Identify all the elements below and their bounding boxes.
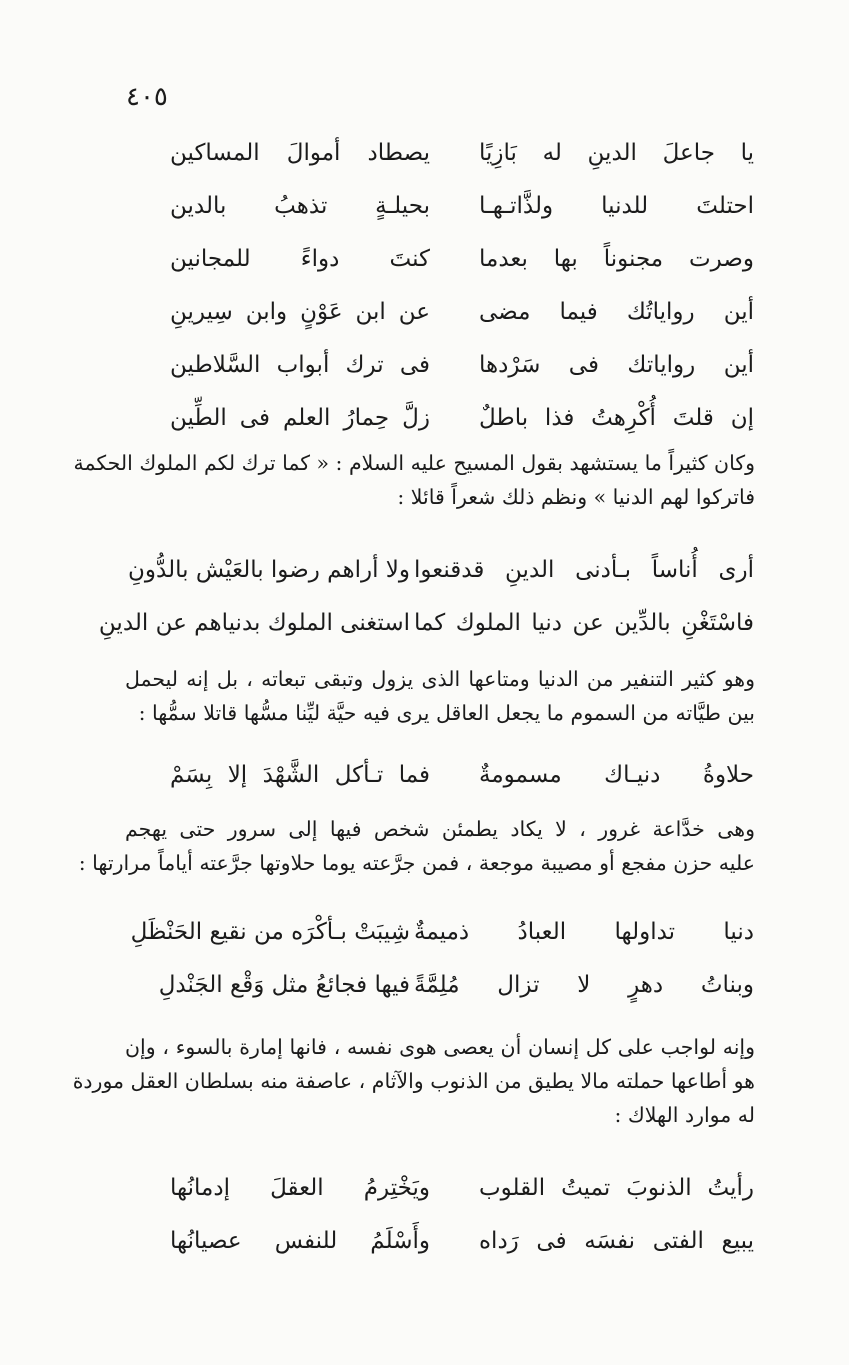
prose-paragraph-1 — [73, 446, 755, 514]
hemistich-second: وأَسْلَمُ للنفس عصيانُها — [170, 1228, 430, 1254]
verse — [0, 286, 849, 339]
hemistich-second: ولا أراهم رضوا بالعَيْش بالدُّونِ — [128, 557, 410, 583]
verse — [0, 959, 849, 1012]
hemistich-first: إن قلتَ أُكْرِهتُ فذا باطلٌ — [479, 405, 754, 431]
hemistich-second: فيها فجائعُ مثل وَقْع الجَنْدلِ — [158, 972, 410, 998]
hemistich-first: يا جاعلَ الدينِ له بَازِيًا — [479, 140, 754, 166]
hemistich-second: زلَّ حِمارُ العلم فى الطِّين — [170, 405, 430, 431]
prose-line: وهى خدَّاعة غرور ، لا يكاد يطمئن شخص فيها إلى سرور حتى يهجم — [125, 817, 755, 841]
verse — [0, 1162, 849, 1215]
hemistich-first: يبيع الفتى نفسَه فى رَداه — [479, 1228, 754, 1254]
hemistich-second: يصطاد أموالَ المساكين — [170, 140, 430, 166]
hemistich-first: دنيا تداولها العبادُ ذميمةٌ — [414, 919, 754, 945]
hemistich-first: احتلتَ للدنيا ولذَّاتـهـا — [479, 193, 754, 219]
hemistich-second: بحيلـةٍ تذهبُ بالدين — [170, 193, 430, 219]
prose-line: وإنه لواجب على كل إنسان أن يعصى هوى نفسه ، فانها إمارة بالسوء ، وإن — [125, 1035, 755, 1059]
hemistich-second: فى ترك أبواب السَّلاطين — [170, 352, 430, 378]
hemistich-second: ويَخْتِرمُ العقلَ إدمانُها — [170, 1175, 430, 1201]
poem-1 — [0, 127, 849, 445]
verse — [0, 392, 849, 445]
prose-line: وكان كثيراً ما يستشهد بقول المسيح عليه السلام : « كما ترك لكم الملوك الحكمة — [73, 451, 755, 475]
hemistich-second: كنتَ دواءً للمجانين — [170, 246, 430, 272]
verse — [0, 544, 849, 597]
prose-paragraph-4 — [72, 1030, 755, 1132]
verse — [0, 597, 849, 650]
hemistich-second: شِيبَتْ بـأكْرَه من نقيع الحَنْظَلِ — [130, 919, 410, 945]
verse — [0, 127, 849, 180]
verse — [0, 233, 849, 286]
hemistich-first: أين رواياتُك فيما مضى — [479, 299, 754, 325]
hemistich-first: وصرت مجنوناً بها بعدما — [479, 246, 754, 272]
hemistich-first: وبناتُ دهرٍ لا تزال مُلِمَّةً — [414, 972, 754, 998]
verse — [0, 906, 849, 959]
hemistich-first: فاسْتَغْنِ بالدِّين عن دنيا الملوك كما — [414, 610, 754, 636]
hemistich-second: استغنى الملوك بدنياهم عن الدينِ — [98, 610, 410, 636]
prose-line: له موارد الهلاك : — [614, 1103, 755, 1127]
verse — [0, 339, 849, 392]
poem-5 — [0, 1162, 849, 1268]
prose-line: فاتركوا لهم الدنيا » ونظم ذلك شعراً قائلا : — [397, 485, 755, 509]
prose-line: هو أطاعها حملته مالا يطيق من الذنوب والآثام ، عاصفة منه بسلطان العقل موردة — [72, 1069, 755, 1093]
poem-2 — [0, 544, 849, 650]
verse — [0, 1215, 849, 1268]
verse — [0, 180, 849, 233]
hemistich-first: رأيتُ الذنوبَ تميتُ القلوب — [479, 1175, 754, 1201]
prose-line: وهو كثير التنفير من الدنيا ومتاعها الذى يزول وتبقى تبعاته ، بل إنه ليحمل — [125, 667, 755, 691]
hemistich-second: فما تـأكل الشَّهْدَ إلا بِسَمْ — [170, 762, 430, 788]
hemistich-second: عن ابن عَوْنٍ وابن سِيرينِ — [170, 299, 430, 325]
hemistich-first: أرى أُناساً بـأدنى الدينِ قدقنعوا — [414, 557, 754, 583]
prose-line: عليه حزن مفجع أو مصيبة موجعة ، فمن جرَّعته يوما حلاوتها جرَّعته أياماً مرارتها : — [78, 851, 755, 875]
prose-line: بين طيَّاته من السموم ما يجعل العاقل يرى فيه حيَّة ليِّنا مسُّها قاتلا سمُّها : — [138, 701, 755, 725]
hemistich-first: أين رواياتك فى سَرْدها — [479, 352, 754, 378]
poem-3 — [0, 749, 849, 802]
prose-paragraph-3 — [78, 812, 755, 880]
verse — [0, 749, 849, 802]
poem-4 — [0, 906, 849, 1012]
prose-paragraph-2 — [125, 662, 755, 730]
hemistich-first: حلاوةُ دنيـاك مسمومةٌ — [479, 762, 754, 788]
page-number: ٤٠٥ — [126, 82, 168, 112]
